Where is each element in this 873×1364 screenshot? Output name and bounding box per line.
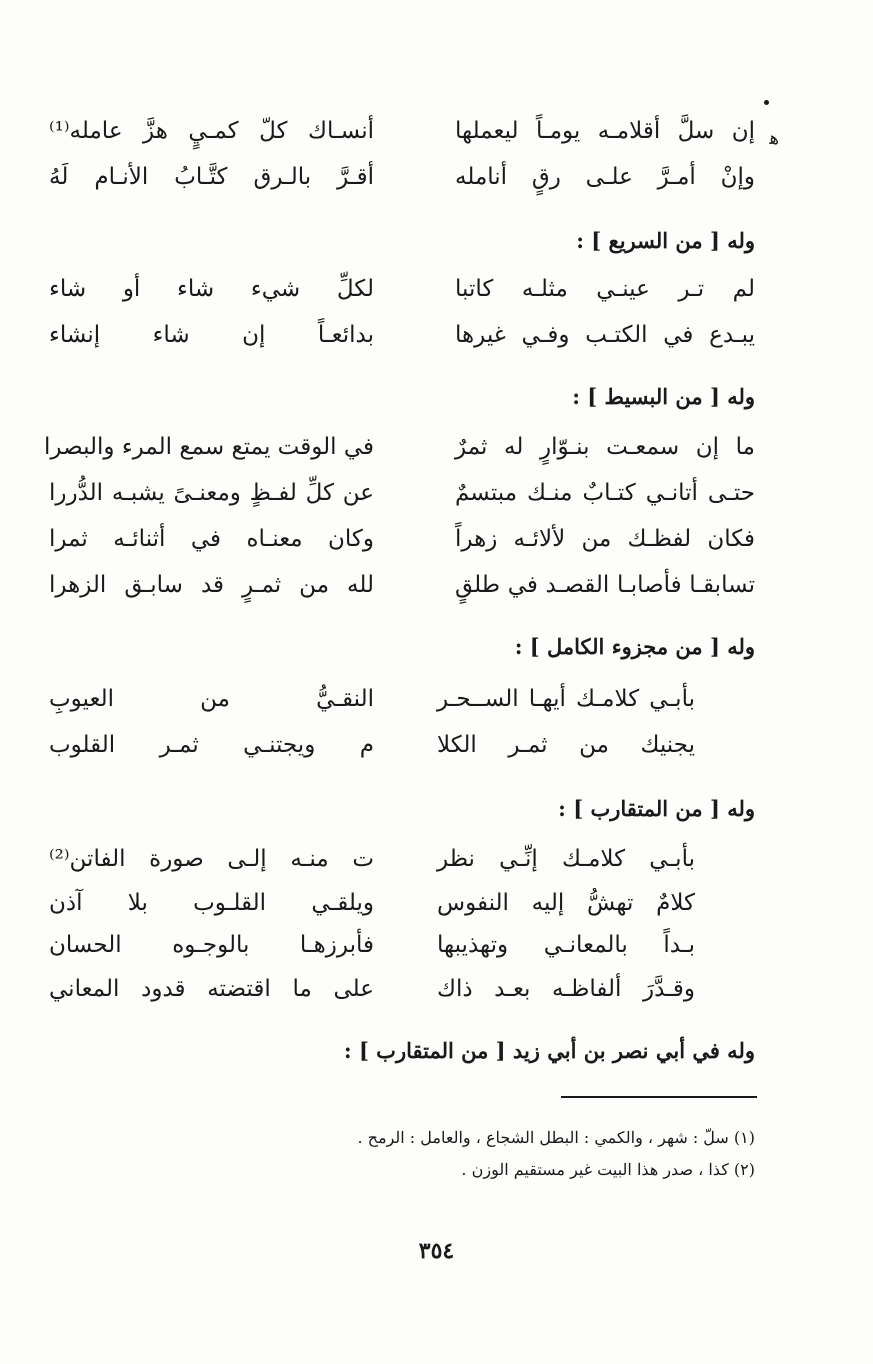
first-hemistich: بـداً بالمعانـي وتهذيبها <box>437 932 695 958</box>
first-hemistich: بأبـي كلامـك إنِّـي نظر <box>437 846 695 872</box>
second-hemistich: ويلقـي القلـوب بلا آذن <box>49 890 374 916</box>
verse-line <box>49 164 755 204</box>
second-hemistich: وكان معنـاه في أثنائـه ثمرا <box>49 526 374 552</box>
second-hemistich: أنسـاك كلّ كمـيٍ هزَّ عامله⁽¹⁾ <box>49 118 374 144</box>
second-hemistich: م ويجتنـي ثمـر القلوب <box>49 732 374 758</box>
poem-heading: وله [ من المتقارب ] : <box>558 796 755 821</box>
poem-heading: وله [ من السريع ] : <box>576 228 755 253</box>
verse-line <box>49 976 695 1016</box>
verse-line <box>49 572 755 612</box>
second-hemistich: عن كلِّ لفـظٍ ومعنـىً يشبـه الدُّررا <box>49 480 374 506</box>
verse-line <box>49 322 755 362</box>
margin-marker: ﻫ <box>769 128 779 149</box>
first-hemistich: بأبـي كلامـك أيهـا الســحـر <box>437 686 695 712</box>
first-hemistich: حتـى أتانـي كتـابٌ منـك مبتسمٌ <box>455 480 755 506</box>
second-hemistich: فأبرزهـا بالوجـوه الحسان <box>49 932 374 958</box>
second-hemistich: ت منـه إلـى صورة الفاتن⁽²⁾ <box>49 846 374 872</box>
footnote-divider <box>561 1096 757 1098</box>
first-hemistich: ما إن سمعـت بنـوّارٍ له ثمرٌ <box>455 434 755 460</box>
footnote: (١) سلّ : شهر ، والكمي : البطل الشجاع ، والعامل : الرمح . <box>357 1128 755 1147</box>
verse-line <box>49 686 695 726</box>
poem-heading: وله [ من البسيط ] : <box>572 384 755 409</box>
second-hemistich: بدائعـاً إن شاء إنشاء <box>49 322 374 348</box>
second-hemistich: لله من ثمـرٍ قد سابـق الزهرا <box>49 572 374 598</box>
first-hemistich: تسابقـا فأصابـا القصـد في طلقٍ <box>455 572 755 598</box>
poem-heading: وله في أبي نصر بن أبي زيد [ من المتقارب ] : <box>343 1038 755 1063</box>
second-hemistich: على ما اقتضته قدود المعاني <box>49 976 374 1002</box>
second-hemistich: النقـيُّ من العيوبِ <box>49 686 374 712</box>
verse-line <box>49 276 755 316</box>
first-hemistich: كلامٌ تهشُّ إليه النفوس <box>437 890 695 916</box>
poem-heading: وله [ من مجزوء الكامل ] : <box>514 634 755 659</box>
verse-line <box>49 480 755 520</box>
first-hemistich: وقـدَّرَ ألفاظـه بعـد ذاك <box>437 976 695 1002</box>
margin-dot <box>764 100 769 105</box>
first-hemistich: يجنيك من ثمـر الكلا <box>437 732 695 758</box>
page-number: ٣٥٤ <box>418 1238 455 1264</box>
verse-line <box>49 890 695 930</box>
second-hemistich: لكلِّ شيء شاء أو شاء <box>49 276 374 302</box>
verse-line <box>49 526 755 566</box>
first-hemistich: يبـدع في الكتـب وفـي غيرها <box>455 322 755 348</box>
first-hemistich: لم تـر عينـي مثلـه كاتبا <box>455 276 755 302</box>
verse-line <box>49 846 695 886</box>
footnote: (٢) كذا ، صدر هذا البيت غير مستقيم الوزن . <box>461 1160 755 1179</box>
verse-line <box>49 118 755 158</box>
first-hemistich: إن سلَّ أقلامـه يومـاً ليعملها <box>455 118 755 144</box>
second-hemistich: في الوقت يمتع سمع المرء والبصرا <box>44 434 374 460</box>
verse-line <box>44 434 755 474</box>
verse-line <box>49 732 695 772</box>
first-hemistich: وإنْ أمـرَّ علـى رقٍ أنامله <box>455 164 755 190</box>
second-hemistich: أقـرَّ بالـرق كتَّـابُ الأنـام لَهُ <box>49 164 374 190</box>
first-hemistich: فكان لفظـك من لألائـه زهراً <box>455 526 755 552</box>
verse-line <box>49 932 695 972</box>
